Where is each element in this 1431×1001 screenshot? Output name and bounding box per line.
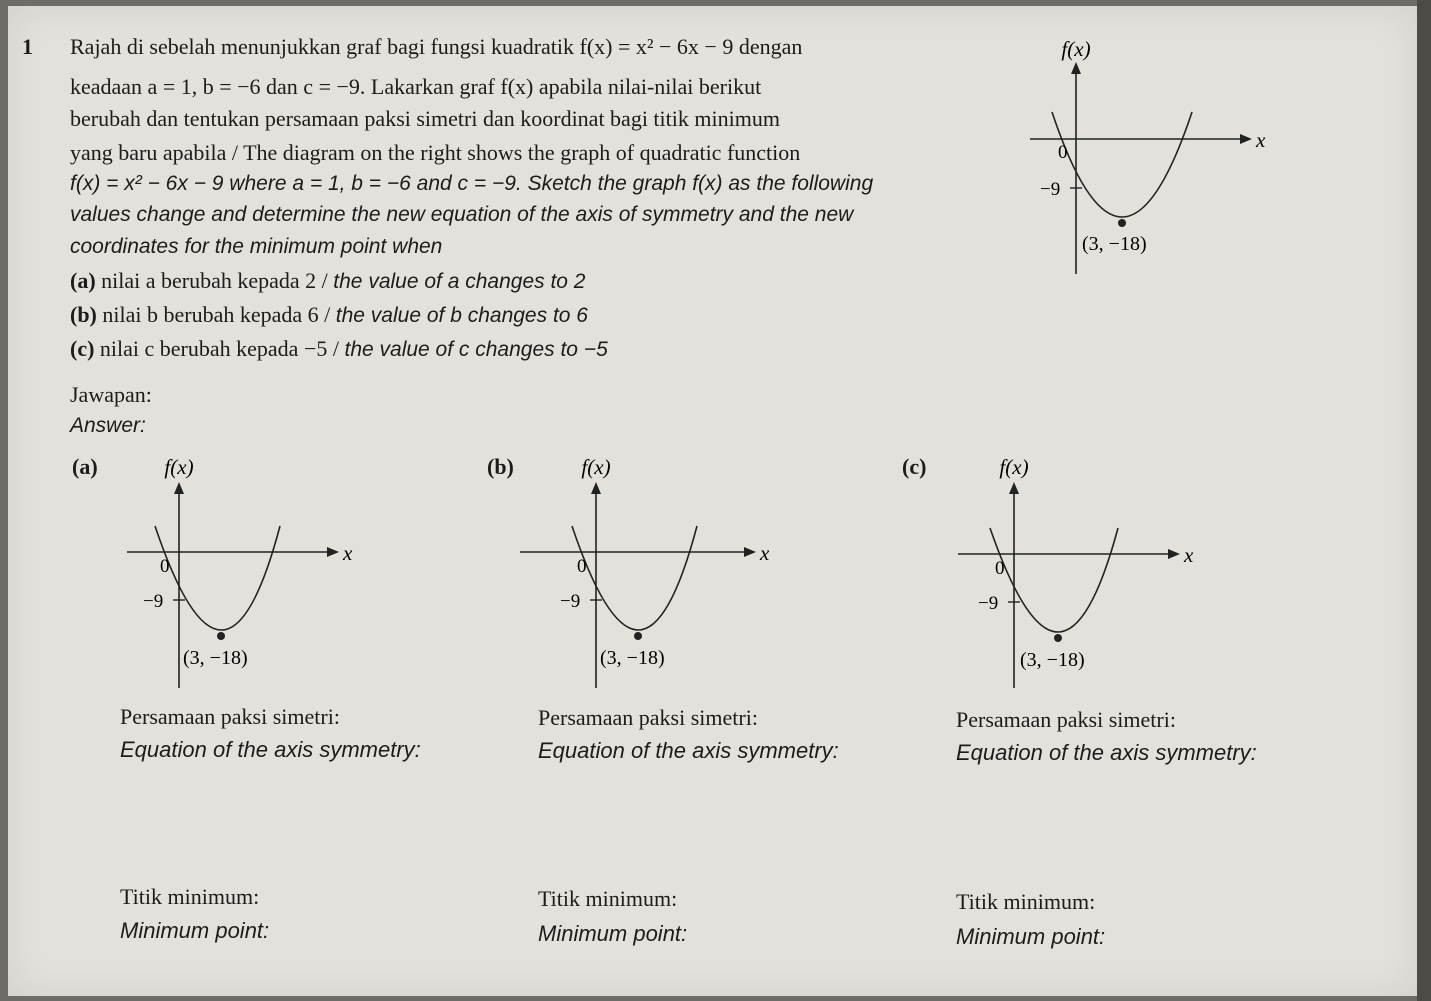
main-graph	[1000, 34, 1300, 284]
answer-title-malay: Jawapan:	[70, 382, 152, 407]
answer-c-min-point-dot	[1054, 634, 1062, 642]
answer-graph-c	[938, 452, 1228, 692]
answer-a-y-axis-label: f(x)	[164, 455, 194, 479]
part-b-malay: nilai b berubah kepada 6	[102, 302, 319, 327]
answer-title-english: Answer:	[70, 414, 146, 437]
answer-a-min-point-dot	[217, 632, 225, 640]
part-b-label: (b)	[70, 302, 97, 327]
answer-b-y-intercept-label: −9	[560, 591, 581, 612]
main-x-axis-label: x	[1256, 128, 1266, 152]
answer-graph-b	[520, 452, 800, 692]
answer-a-axis-english: Equation of the axis symmetry:	[120, 737, 421, 762]
question-line-4: yang baru apabila / The diagram on the right shows the graph of quadratic function	[70, 140, 801, 165]
answer-c-min-english: Minimum point:	[956, 924, 1106, 949]
answer-a-y-intercept-label: −9	[143, 591, 164, 612]
question-number: 1	[22, 34, 33, 59]
question-line-1: Rajah di sebelah menunjukkan graf bagi fungsi kuadratik f(x) = x² − 6x − 9 dengan	[70, 34, 803, 59]
main-y-intercept-label: −9	[1040, 179, 1061, 200]
answer-b-min-point-dot	[634, 632, 642, 640]
answer-a-x-axis-label: x	[343, 541, 353, 565]
answer-b-min-point-label: (3, −18)	[600, 647, 665, 669]
answer-c-label: (c)	[902, 454, 927, 479]
answer-a-label: (a)	[72, 454, 98, 479]
answer-b-origin-label: 0	[577, 556, 587, 577]
question-line-3: berubah dan tentukan persamaan paksi simetri dan koordinat bagi titik minimum	[70, 106, 780, 131]
question-line-5: f(x) = x² − 6x − 9 where a = 1, b = −6 and c = −9. Sketch the graph f(x) as the following	[70, 172, 874, 195]
part-a-label: (a)	[70, 268, 96, 293]
part-a-malay: nilai a berubah kepada 2	[101, 268, 317, 293]
answer-a-origin-label: 0	[160, 556, 170, 577]
main-origin-label: 0	[1058, 142, 1068, 163]
answer-c-y-intercept-label: −9	[978, 593, 999, 614]
answer-c-min-point-label: (3, −18)	[1020, 649, 1085, 671]
question-line-7: coordinates for the minimum point when	[70, 235, 443, 258]
main-min-point-dot	[1118, 219, 1126, 227]
answer-c-axis-english: Equation of the axis symmetry:	[956, 740, 1257, 765]
answer-b-x-axis-label: x	[760, 541, 770, 565]
part-a: (a) nilai a berubah kepada 2 / the value of a changes to 2	[70, 268, 586, 293]
question-line-6: values change and determine the new equation of the axis of symmetry and the new	[70, 203, 854, 226]
answer-b-axis-malay: Persamaan paksi simetri:	[538, 705, 758, 730]
question-line-2: keadaan a = 1, b = −6 dan c = −9. Lakarkan graf f(x) apabila nilai-nilai berikut	[70, 74, 762, 99]
answer-b-axis-english: Equation of the axis symmetry:	[538, 738, 839, 763]
part-c-english: the value of c changes to −5	[344, 338, 608, 361]
part-c-malay: nilai c berubah kepada −5	[99, 336, 328, 361]
part-a-english: the value of a changes to 2	[333, 270, 586, 293]
answer-a-axis-malay: Persamaan paksi simetri:	[120, 704, 340, 729]
main-min-point-label: (3, −18)	[1082, 233, 1147, 255]
answer-c-min-malay: Titik minimum:	[956, 889, 1096, 914]
answer-a-min-malay: Titik minimum:	[120, 884, 260, 909]
part-b: (b) nilai b berubah kepada 6 / the value of b changes to 6	[70, 302, 588, 327]
answer-c-axis-malay: Persamaan paksi simetri:	[956, 707, 1176, 732]
main-y-axis-label: f(x)	[1061, 37, 1091, 61]
answer-b-y-axis-label: f(x)	[581, 455, 611, 479]
answer-c-x-axis-label: x	[1184, 543, 1194, 567]
answer-graph-a	[105, 452, 385, 692]
answer-c-y-axis-label: f(x)	[999, 455, 1029, 479]
answer-a-min-point-label: (3, −18)	[183, 647, 248, 669]
part-c-label: (c)	[70, 336, 95, 361]
page-edge-shadow	[1417, 0, 1431, 1001]
answer-b-label: (b)	[487, 454, 514, 479]
part-b-english: the value of b changes to 6	[335, 304, 588, 327]
part-c: (c) nilai c berubah kepada −5 / the value of c changes to −5	[70, 336, 608, 361]
answer-b-min-english: Minimum point:	[538, 921, 688, 946]
answer-c-origin-label: 0	[995, 558, 1005, 579]
answer-b-min-malay: Titik minimum:	[538, 886, 678, 911]
answer-a-min-english: Minimum point:	[120, 918, 270, 943]
